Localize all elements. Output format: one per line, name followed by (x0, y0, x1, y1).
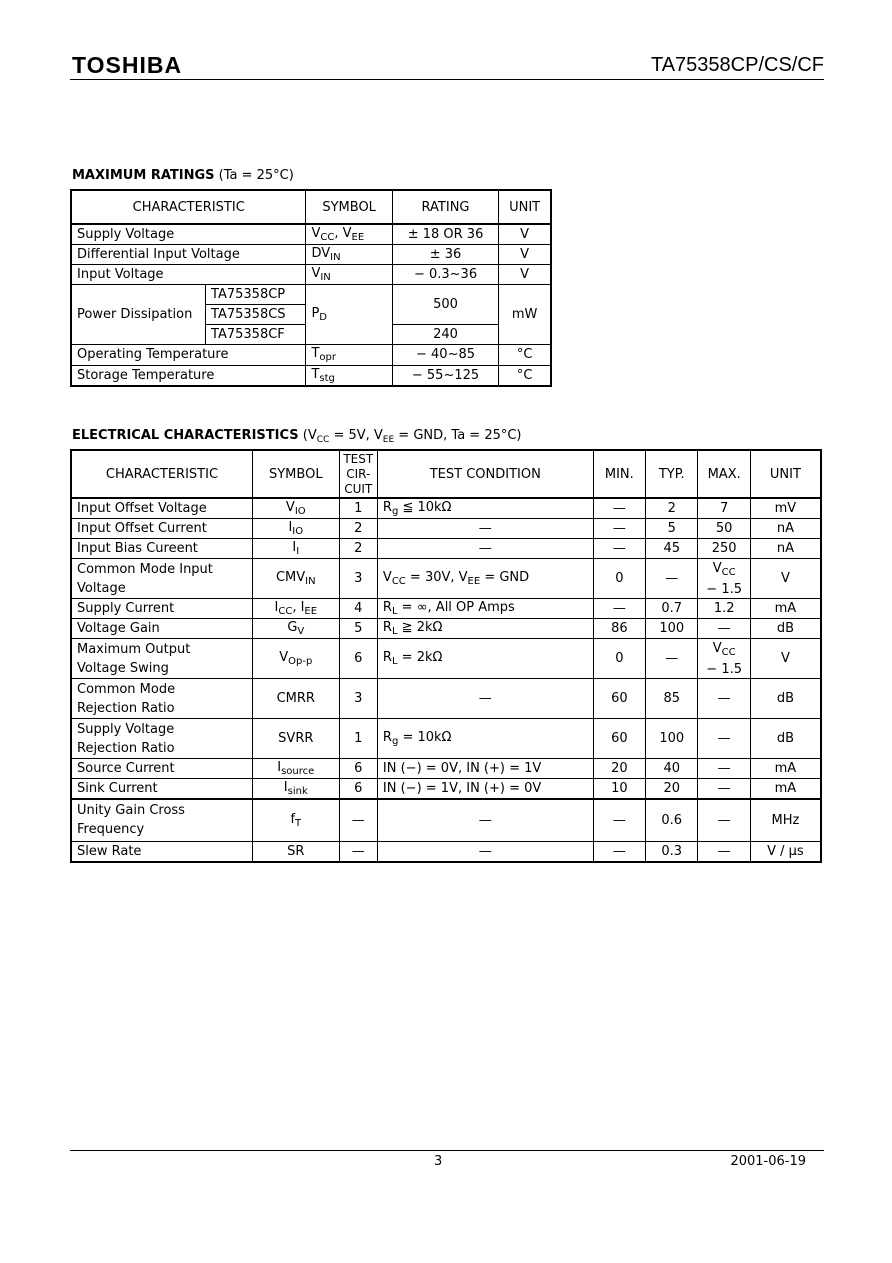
cell-rating: ± 36 (392, 244, 498, 264)
cell-symbol: $CMV_{IN}$ (252, 559, 339, 599)
col-header-test-condition: TEST CONDITION (377, 450, 593, 498)
cell-test-circuit: 2 (339, 519, 377, 539)
table-row (71, 365, 551, 386)
document-date: 2001-06-19 (730, 1154, 806, 1169)
cell-characteristic: Source Current (71, 759, 252, 779)
cell-min: — (593, 841, 645, 862)
cell-characteristic: Input Offset Voltage (71, 498, 252, 519)
col-header-unit: UNIT (499, 190, 551, 224)
cell-unit: dB (750, 719, 821, 759)
cell-unit: V (499, 224, 551, 244)
cell-characteristic: Maximum Output Voltage Swing (71, 639, 252, 679)
cell-test-condition: IN (−) = 0V, IN (+) = 1V (377, 759, 593, 779)
cell-typ: 0.7 (646, 599, 698, 619)
cell-symbol: $V_{IN}$ (306, 264, 392, 284)
cell-symbol: $V_{IO}$ (252, 498, 339, 519)
table-row (71, 224, 551, 244)
cell-typ: 100 (646, 719, 698, 759)
cell-max: 1.2 (698, 599, 750, 619)
cell-min: — (593, 498, 645, 519)
table-row (71, 539, 821, 559)
cell-test-circuit: 4 (339, 599, 377, 619)
cell-typ: 40 (646, 759, 698, 779)
cell-characteristic: Input Offset Current (71, 519, 252, 539)
cell-test-condition: — (377, 519, 593, 539)
cell-max: — (698, 759, 750, 779)
cell-max: — (698, 679, 750, 719)
col-header-typ: TYP. (646, 450, 698, 498)
cell-unit: °C (499, 344, 551, 365)
cell-characteristic: Power Dissipation (71, 284, 206, 344)
cell-test-condition: — (377, 539, 593, 559)
cell-unit: MHz (750, 799, 821, 841)
cell-test-circuit: 1 (339, 498, 377, 519)
cell-symbol: $V_{CC}$, $V_{EE}$ (306, 224, 392, 244)
cell-symbol: $I_I$ (252, 539, 339, 559)
cell-characteristic: Supply Voltage (71, 224, 306, 244)
cell-test-circuit: 6 (339, 759, 377, 779)
table-row (71, 799, 821, 841)
cell-test-circuit: 5 (339, 619, 377, 639)
cell-test-circuit: 6 (339, 639, 377, 679)
cell-characteristic: Sink Current (71, 779, 252, 800)
cell-unit: dB (750, 679, 821, 719)
cell-unit: mA (750, 759, 821, 779)
cell-typ: 45 (646, 539, 698, 559)
cell-min: 20 (593, 759, 645, 779)
cell-characteristic: Differential Input Voltage (71, 244, 306, 264)
cell-unit: V (750, 639, 821, 679)
cell-characteristic: Operating Temperature (71, 344, 306, 365)
cell-characteristic: Input Bias Cureent (71, 539, 252, 559)
cell-test-condition: IN (−) = 1V, IN (+) = 0V (377, 779, 593, 800)
cell-test-circuit: — (339, 841, 377, 862)
cell-unit: nA (750, 539, 821, 559)
cell-test-circuit: 3 (339, 679, 377, 719)
cell-max: 7 (698, 498, 750, 519)
cell-min: 0 (593, 559, 645, 599)
cell-typ: 0.3 (646, 841, 698, 862)
cell-min: 86 (593, 619, 645, 639)
cell-typ: — (646, 559, 698, 599)
table-row (71, 264, 551, 284)
cell-test-circuit: 3 (339, 559, 377, 599)
part-number: TA75358CP/CS/CF (650, 54, 824, 76)
cell-min: — (593, 799, 645, 841)
cell-test-condition: $R_L$ ≧ 2kΩ (377, 619, 593, 639)
cell-symbol: $f_T$ (252, 799, 339, 841)
table-row (71, 619, 821, 639)
max-ratings-table (70, 189, 552, 387)
table-row (71, 679, 821, 719)
elec-title: ELECTRICAL CHARACTERISTICS ($V_{CC} = 5V$, $V_{EE}$ = GND, Ta = 25°C) (72, 428, 522, 445)
cell-min: 0 (593, 639, 645, 679)
cell-unit: mV (750, 498, 821, 519)
table-row (71, 244, 551, 264)
cell-typ: 2 (646, 498, 698, 519)
cell-symbol: $I_{IO}$ (252, 519, 339, 539)
cell-variant: TA75358CS (206, 304, 306, 324)
cell-characteristic: Common Mode Input Voltage (71, 559, 252, 599)
header-rule (70, 79, 824, 80)
cell-symbol: $T_{opr}$ (306, 344, 392, 365)
col-header-rating: RATING (392, 190, 498, 224)
cell-max: — (698, 619, 750, 639)
cell-test-condition: — (377, 841, 593, 862)
cell-typ: 5 (646, 519, 698, 539)
col-header-symbol: SYMBOL (252, 450, 339, 498)
cell-variant: TA75358CF (206, 324, 306, 344)
col-header-test-circuit: TEST CIR- CUIT (339, 450, 377, 498)
cell-symbol: SR (252, 841, 339, 862)
cell-rating: 240 (392, 324, 498, 344)
table-row (71, 559, 821, 599)
cell-rating: − 55~125 (392, 365, 498, 386)
table-row (71, 519, 821, 539)
cell-typ: 0.6 (646, 799, 698, 841)
cell-unit: nA (750, 519, 821, 539)
cell-test-circuit: 6 (339, 779, 377, 800)
col-header-min: MIN. (593, 450, 645, 498)
cell-max: 250 (698, 539, 750, 559)
cell-typ: 100 (646, 619, 698, 639)
cell-rating: ± 18 OR 36 (392, 224, 498, 244)
cell-min: 60 (593, 679, 645, 719)
cell-max: — (698, 841, 750, 862)
cell-min: — (593, 599, 645, 619)
cell-unit: V (499, 244, 551, 264)
table-row (71, 759, 821, 779)
cell-variant: TA75358CP (206, 284, 306, 304)
cell-test-condition: $R_g = 10k\Omega$ (377, 719, 593, 759)
cell-test-circuit: 1 (339, 719, 377, 759)
cell-min: — (593, 519, 645, 539)
col-header-max: MAX. (698, 450, 750, 498)
cell-symbol: CMRR (252, 679, 339, 719)
table-row (71, 498, 821, 519)
col-header-symbol: SYMBOL (306, 190, 392, 224)
cell-unit: mA (750, 779, 821, 800)
max-ratings-title: MAXIMUM RATINGS (Ta = 25°C) (72, 168, 294, 183)
cell-test-circuit: 2 (339, 539, 377, 559)
cell-characteristic: Supply Voltage Rejection Ratio (71, 719, 252, 759)
cell-characteristic: Common Mode Rejection Ratio (71, 679, 252, 719)
cell-symbol: $V_{Op-p}$ (252, 639, 339, 679)
cell-test-condition: $R_L = 2k\Omega$ (377, 639, 593, 679)
table-row (71, 779, 821, 800)
table-header-row (71, 450, 821, 498)
cell-max: — (698, 799, 750, 841)
footer-rule (70, 1150, 824, 1151)
cell-min: — (593, 539, 645, 559)
cell-characteristic: Input Voltage (71, 264, 306, 284)
cell-symbol: SVRR (252, 719, 339, 759)
table-header-row (71, 190, 551, 224)
cell-test-condition: $R_L$ = ∞, All OP Amps (377, 599, 593, 619)
table-row (71, 841, 821, 862)
col-header-unit: UNIT (750, 450, 821, 498)
cell-test-condition: — (377, 799, 593, 841)
table-row (71, 284, 551, 304)
cell-unit: °C (499, 365, 551, 386)
cell-symbol: $P_D$ (306, 284, 392, 344)
col-header-characteristic: CHARACTERISTIC (71, 190, 306, 224)
cell-typ: 85 (646, 679, 698, 719)
table-row (71, 599, 821, 619)
cell-characteristic: Supply Current (71, 599, 252, 619)
cell-symbol: $I_{sink}$ (252, 779, 339, 800)
cell-typ: 20 (646, 779, 698, 800)
cell-characteristic: Slew Rate (71, 841, 252, 862)
cell-unit: V (750, 559, 821, 599)
cell-max: — (698, 779, 750, 800)
cell-unit: dB (750, 619, 821, 639)
cell-symbol: $T_{stg}$ (306, 365, 392, 386)
cell-symbol: $I_{source}$ (252, 759, 339, 779)
cell-test-condition: $R_g$ ≦ 10kΩ (377, 498, 593, 519)
cell-characteristic: Storage Temperature (71, 365, 306, 386)
cell-test-condition: $V_{CC} = 30V$, $V_{EE}$ = GND (377, 559, 593, 599)
cell-test-circuit: — (339, 799, 377, 841)
table-row (71, 344, 551, 365)
cell-max: $V_{CC}$ − 1.5 (698, 559, 750, 599)
cell-characteristic: Unity Gain Cross Frequency (71, 799, 252, 841)
cell-rating: − 40~85 (392, 344, 498, 365)
cell-unit: mW (499, 284, 551, 344)
cell-max: — (698, 719, 750, 759)
cell-symbol: $DV_{IN}$ (306, 244, 392, 264)
cell-symbol: $I_{CC}$, $I_{EE}$ (252, 599, 339, 619)
brand-logo: TOSHIBA (72, 52, 183, 78)
elec-table (70, 449, 822, 863)
page-number: 3 (434, 1154, 443, 1169)
cell-max: 50 (698, 519, 750, 539)
cell-rating: 500 (392, 284, 498, 324)
col-header-characteristic: CHARACTERISTIC (71, 450, 252, 498)
table-row (71, 639, 821, 679)
cell-rating: − 0.3~36 (392, 264, 498, 284)
cell-symbol: $G_V$ (252, 619, 339, 639)
cell-unit: V (499, 264, 551, 284)
cell-typ: — (646, 639, 698, 679)
cell-characteristic: Voltage Gain (71, 619, 252, 639)
cell-max: $V_{CC}$ − 1.5 (698, 639, 750, 679)
cell-test-condition: — (377, 679, 593, 719)
cell-min: 60 (593, 719, 645, 759)
table-row (71, 719, 821, 759)
cell-unit: V / μs (750, 841, 821, 862)
cell-unit: mA (750, 599, 821, 619)
cell-min: 10 (593, 779, 645, 800)
